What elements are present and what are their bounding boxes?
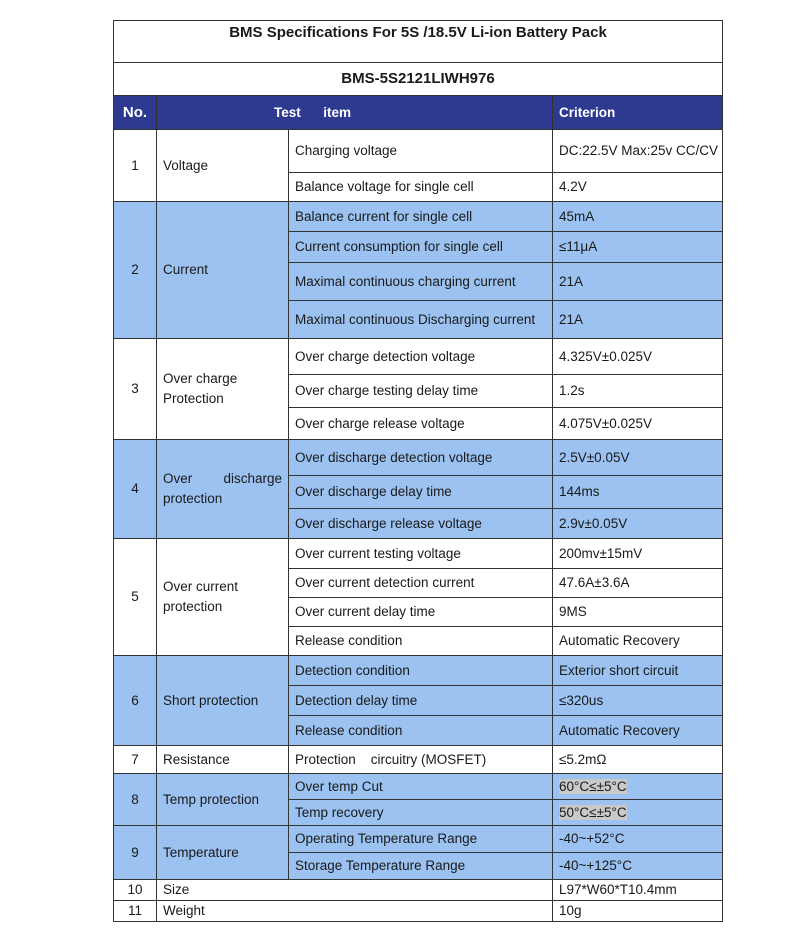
criterion-value: 50°C≤±5°C xyxy=(553,800,723,826)
bms-spec-table xyxy=(113,20,723,922)
criterion-value: 21A xyxy=(553,263,723,301)
criterion-value: ≤11μA xyxy=(553,232,723,263)
row-number: 6 xyxy=(114,656,157,746)
row-category: Over charge Protection xyxy=(157,339,289,440)
document-title: BMS Specifications For 5S /18.5V Li-ion Battery Pack xyxy=(114,21,723,63)
test-item: Charging voltage xyxy=(289,130,553,173)
row-category: Weight xyxy=(157,901,553,922)
criterion-value: -40~+125°C xyxy=(553,853,723,880)
row-number: 9 xyxy=(114,826,157,880)
model-number: BMS-5S2121LIWH976 xyxy=(114,63,723,96)
row-category: Short protection xyxy=(157,656,289,746)
test-item: Temp recovery xyxy=(289,800,553,826)
criterion-value: L97*W60*T10.4mm xyxy=(553,880,723,901)
row-number: 7 xyxy=(114,746,157,774)
row-category: Voltage xyxy=(157,130,289,202)
test-item: Over discharge release voltage xyxy=(289,509,553,539)
test-item: Over charge release voltage xyxy=(289,408,553,440)
test-item: Over temp Cut xyxy=(289,774,553,800)
row-number: 8 xyxy=(114,774,157,826)
table-row xyxy=(114,880,723,901)
criterion-value: 4.075V±0.025V xyxy=(553,408,723,440)
test-item: Release condition xyxy=(289,716,553,746)
criterion-value: 21A xyxy=(553,301,723,339)
table-row xyxy=(114,774,723,800)
row-category: Resistance xyxy=(157,746,289,774)
table-row xyxy=(114,826,723,853)
row-category: Over discharge protection xyxy=(157,440,289,539)
criterion-value: 2.9v±0.05V xyxy=(553,509,723,539)
criterion-value: DC:22.5V Max:25v CC/CV xyxy=(553,130,723,173)
criterion-value: 4.2V xyxy=(553,173,723,202)
test-item: Balance voltage for single cell xyxy=(289,173,553,202)
test-item: Over current testing voltage xyxy=(289,539,553,569)
test-item: Current consumption for single cell xyxy=(289,232,553,263)
test-item: Operating Temperature Range xyxy=(289,826,553,853)
criterion-value: 4.325V±0.025V xyxy=(553,339,723,375)
test-item: Over current delay time xyxy=(289,598,553,627)
row-category: Over current protection xyxy=(157,539,289,656)
criterion-value: 1.2s xyxy=(553,375,723,408)
row-category: Temp protection xyxy=(157,774,289,826)
test-item: Storage Temperature Range xyxy=(289,853,553,880)
test-item: Over current detection current xyxy=(289,569,553,598)
test-item: Maximal continuous Discharging current xyxy=(289,301,553,339)
table-header-row xyxy=(114,96,723,130)
table-row xyxy=(114,339,723,375)
criterion-value: Automatic Recovery xyxy=(553,627,723,656)
row-number: 10 xyxy=(114,880,157,901)
test-item: Detection delay time xyxy=(289,686,553,716)
row-category: Current xyxy=(157,202,289,339)
table-row xyxy=(114,202,723,232)
row-category: Size xyxy=(157,880,553,901)
criterion-value: Exterior short circuit xyxy=(553,656,723,686)
row-number: 2 xyxy=(114,202,157,339)
criterion-value: 9MS xyxy=(553,598,723,627)
test-item: Protection circuitry (MOSFET) xyxy=(289,746,553,774)
test-item: Maximal continuous charging current xyxy=(289,263,553,301)
header-test-item: Test item xyxy=(157,96,553,130)
row-number: 3 xyxy=(114,339,157,440)
row-number: 11 xyxy=(114,901,157,922)
criterion-value: 144ms xyxy=(553,476,723,509)
criterion-value: 2.5V±0.05V xyxy=(553,440,723,476)
test-item: Release condition xyxy=(289,627,553,656)
table-row xyxy=(114,901,723,922)
table-row xyxy=(114,539,723,569)
table-row xyxy=(114,440,723,476)
criterion-value: ≤5.2mΩ xyxy=(553,746,723,774)
test-item: Over discharge delay time xyxy=(289,476,553,509)
header-criterion: Criterion xyxy=(553,96,723,130)
criterion-value: -40~+52°C xyxy=(553,826,723,853)
criterion-value: 200mv±15mV xyxy=(553,539,723,569)
table-row xyxy=(114,130,723,173)
criterion-value: 47.6A±3.6A xyxy=(553,569,723,598)
test-item: Over charge detection voltage xyxy=(289,339,553,375)
row-number: 1 xyxy=(114,130,157,202)
test-item: Over charge testing delay time xyxy=(289,375,553,408)
row-number: 5 xyxy=(114,539,157,656)
criterion-value: 10g xyxy=(553,901,723,922)
header-no: No. xyxy=(114,96,157,130)
criterion-value: 45mA xyxy=(553,202,723,232)
row-category: Temperature xyxy=(157,826,289,880)
table-row xyxy=(114,656,723,686)
test-item: Balance current for single cell xyxy=(289,202,553,232)
test-item: Detection condition xyxy=(289,656,553,686)
criterion-value: Automatic Recovery xyxy=(553,716,723,746)
table-row xyxy=(114,746,723,774)
criterion-value: ≤320us xyxy=(553,686,723,716)
row-number: 4 xyxy=(114,440,157,539)
test-item: Over discharge detection voltage xyxy=(289,440,553,476)
criterion-value: 60°C≤±5°C xyxy=(553,774,723,800)
